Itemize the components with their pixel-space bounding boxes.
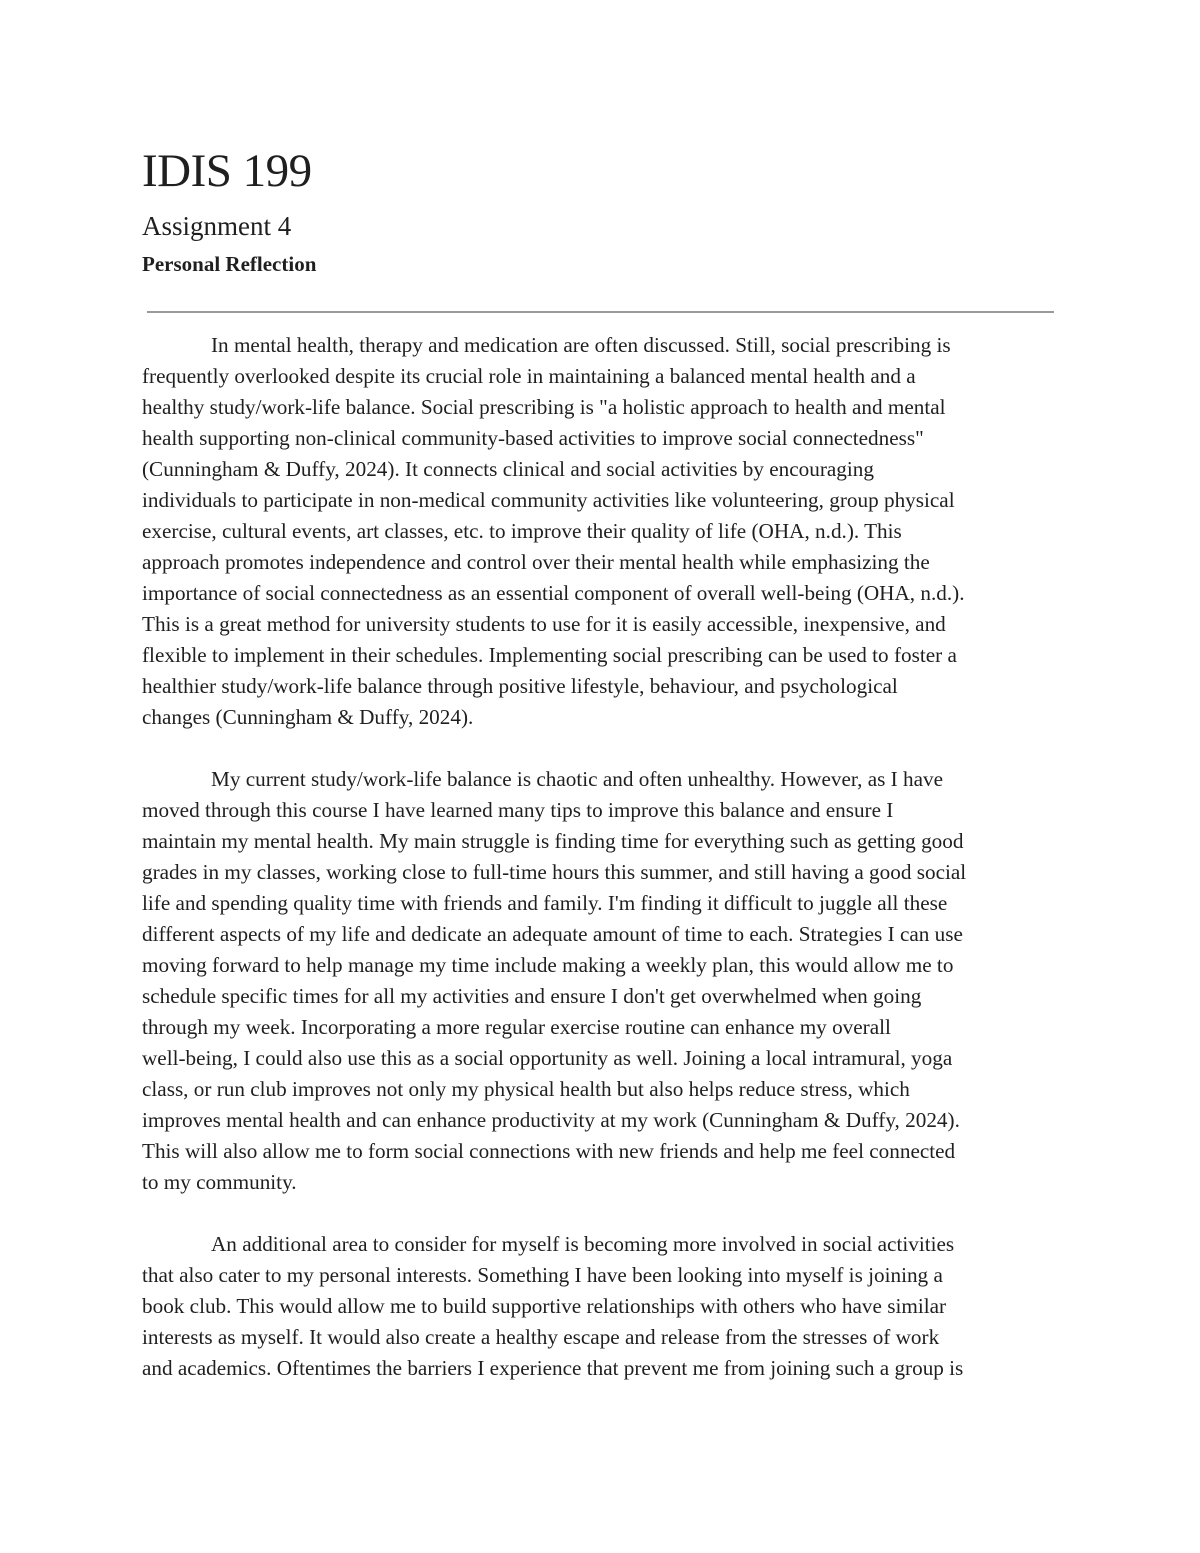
text-line: moving forward to help manage my time include making a weekly plan, this would allow me to [142,953,954,977]
text-line: This is a great method for university students to use for it is easily accessible, inexpensive, and [142,612,946,636]
text-line: healthy study/work-life balance. Social prescribing is "a holistic approach to health and mental [142,395,946,419]
text-line: changes (Cunningham & Duffy, 2024). [142,705,474,729]
text-line: health supporting non-clinical community-based activities to improve social connectedness" [142,426,924,450]
paragraph-social-activities [142,1229,1058,1384]
text-line: class, or run club improves not only my physical health but also helps reduce stress, which [142,1077,910,1101]
text-line: An additional area to consider for myself is becoming more involved in social activities [211,1232,955,1256]
text-line: book club. This would allow me to build supportive relationships with others who have similar [142,1294,947,1318]
text-line: moved through this course I have learned many tips to improve this balance and ensure I [142,798,894,822]
horizontal-divider [147,311,1054,313]
text-line: grades in my classes, working close to full-time hours this summer, and still having a good social [142,860,967,884]
text-line: frequently overlooked despite its crucial role in maintaining a balanced mental health and a [142,364,916,388]
text-line: schedule specific times for all my activities and ensure I don't get overwhelmed when going [142,984,922,1008]
text-line: healthier study/work-life balance through positive lifestyle, behaviour, and psychological [142,674,898,698]
text-line: (Cunningham & Duffy, 2024). It connects clinical and social activities by encouraging [142,457,874,481]
course-title: IDIS 199 [142,145,312,197]
text-line: approach promotes independence and control over their mental health while emphasizing the [142,550,930,574]
text-line: individuals to participate in non-medical community activities like volunteering, group physical [142,488,955,512]
text-line: well-being, I could also use this as a social opportunity as well. Joining a local intramural, yoga [142,1046,953,1070]
text-line: different aspects of my life and dedicate an adequate amount of time to each. Strategies I can use [142,922,963,946]
text-line: In mental health, therapy and medication are often discussed. Still, social prescribing is [211,333,951,357]
text-line: exercise, cultural events, art classes, etc. to improve their quality of life (OHA, n.d.). This [142,519,902,543]
text-line: flexible to implement in their schedules. Implementing social prescribing can be used to foster a [142,643,957,667]
text-line: through my week. Incorporating a more regular exercise routine can enhance my overall [142,1015,891,1039]
reflection-subtitle: Personal Reflection [142,252,317,276]
text-line: maintain my mental health. My main struggle is finding time for everything such as getting good [142,829,964,853]
text-line: interests as myself. It would also create a healthy escape and release from the stresses of work [142,1325,940,1349]
text-line: to my community. [142,1170,297,1194]
body-text [142,330,1058,1415]
paragraph-current-balance [142,764,1058,1198]
text-line: This will also allow me to form social connections with new friends and help me feel connected [142,1139,956,1163]
assignment-heading: Assignment 4 [142,211,292,241]
text-line: that also cater to my personal interests. Something I have been looking into myself is joining a [142,1263,943,1287]
text-line: life and spending quality time with friends and family. I'm finding it difficult to juggle all these [142,891,948,915]
text-line: My current study/work-life balance is chaotic and often unhealthy. However, as I have [211,767,944,791]
paragraph-social-prescribing [142,330,1058,733]
text-line: importance of social connectedness as an essential component of overall well-being (OHA, n.d.). [142,581,965,605]
text-line: and academics. Oftentimes the barriers I experience that prevent me from joining such a group is [142,1356,964,1380]
text-line: improves mental health and can enhance productivity at my work (Cunningham & Duffy, 2024). [142,1108,960,1132]
